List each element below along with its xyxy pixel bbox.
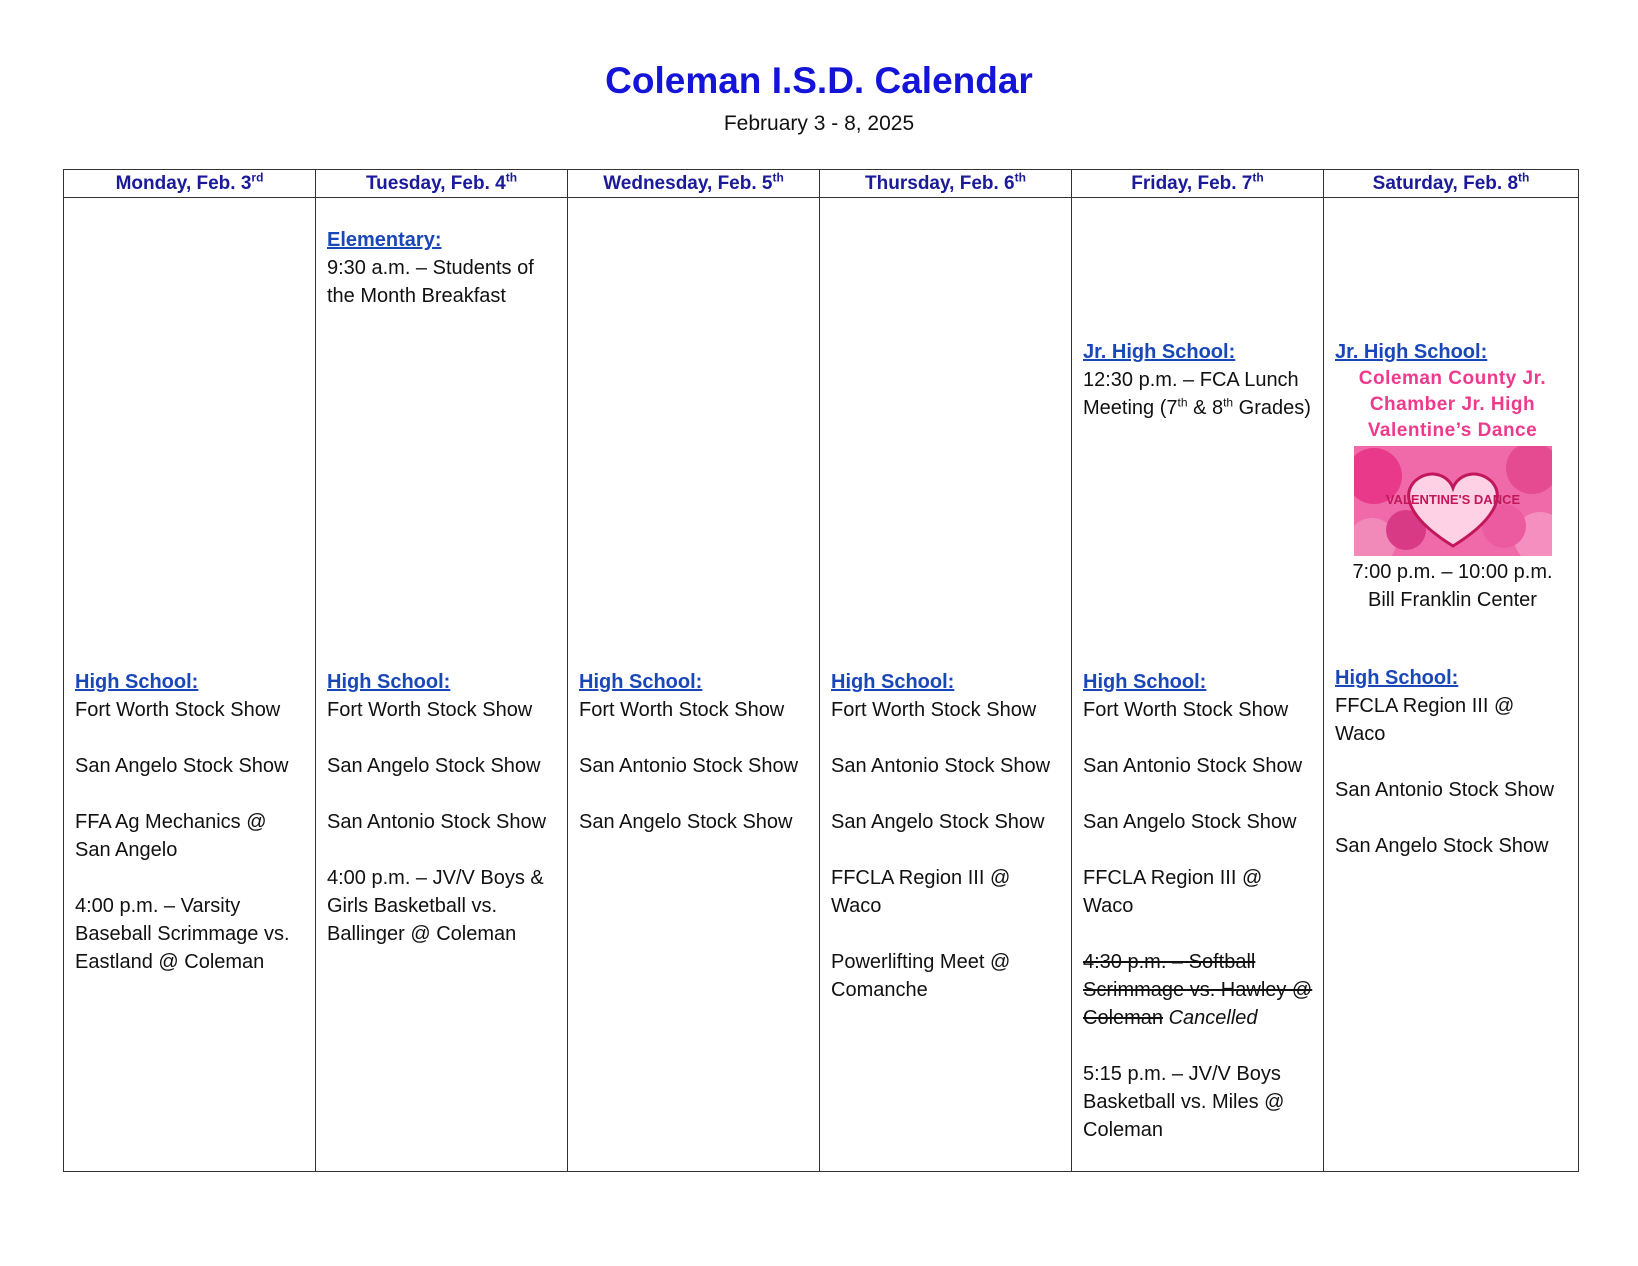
section-header: High School: [831, 671, 955, 693]
event-item: San Angelo Stock Show [831, 811, 1045, 833]
high-school-section [579, 668, 811, 836]
day-header-monday: Monday, Feb. 3rd [64, 170, 316, 198]
event-item: 4:00 p.m. – Varsity Baseball Scrimmage vs. Eastland @ Coleman [75, 895, 290, 973]
event-item: San Antonio Stock Show [1083, 755, 1303, 777]
event-item: Fort Worth Stock Show [579, 699, 785, 721]
high-school-section [1335, 664, 1570, 860]
event-item: San Angelo Stock Show [1335, 835, 1549, 857]
high-school-section [1083, 668, 1315, 1144]
high-school-section [831, 668, 1063, 1004]
day-cell-monday [64, 198, 316, 1172]
event-item: San Angelo Stock Show [1083, 811, 1297, 833]
event-item: FFCLA Region III @ Waco [1083, 867, 1263, 917]
event-item: San Angelo Stock Show [579, 811, 793, 833]
section-header: Elementary: [327, 229, 442, 251]
day-header-tuesday: Tuesday, Feb. 4th [316, 170, 568, 198]
event-item: FFCLA Region III @ Waco [831, 867, 1011, 917]
day-header-thursday: Thursday, Feb. 6th [820, 170, 1072, 198]
jr-high-section [1083, 338, 1315, 422]
event-item: San Angelo Stock Show [327, 755, 541, 777]
balloons-heart-icon [1354, 446, 1552, 556]
dance-title: Coleman County Jr. Chamber Jr. High Valentine’s Dance [1358, 368, 1547, 441]
event-item: 4:00 p.m. – JV/V Boys & Girls Basketball vs. Ballinger @ Coleman [327, 867, 544, 945]
event-item: San Antonio Stock Show [579, 755, 799, 777]
day-cell-tuesday [316, 198, 568, 1172]
day-cell-friday [1072, 198, 1324, 1172]
event-item: Fort Worth Stock Show [75, 699, 281, 721]
section-header: High School: [75, 671, 199, 693]
high-school-section [327, 668, 559, 948]
day-header-row [64, 170, 1579, 198]
section-header: High School: [579, 671, 703, 693]
event-time: 7:00 p.m. – 10:00 p.m. [1352, 561, 1553, 583]
event-item: FFCLA Region III @ Waco [1335, 695, 1515, 745]
section-header: High School: [1335, 667, 1459, 689]
event-item: 9:30 a.m. – Students of the Month Breakfast [327, 257, 534, 307]
event-item: San Antonio Stock Show [327, 811, 547, 833]
day-header-wednesday: Wednesday, Feb. 5th [568, 170, 820, 198]
cancelled-event-item: 4:30 p.m. – Softball Scrimmage vs. Hawley @ Coleman Cancelled [1083, 951, 1313, 1029]
day-cell-thursday [820, 198, 1072, 1172]
section-header: Jr. High School: [1335, 341, 1488, 363]
high-school-section [75, 668, 307, 976]
event-item: Fort Worth Stock Show [327, 699, 533, 721]
section-header: Jr. High School: [1083, 341, 1236, 363]
day-header-friday: Friday, Feb. 7th [1072, 170, 1324, 198]
date-range: February 3 - 8, 2025 [723, 112, 915, 135]
day-cell-saturday [1324, 198, 1579, 1172]
event-item: San Antonio Stock Show [1335, 779, 1555, 801]
valentines-dance-image [1354, 446, 1552, 556]
event-item: 5:15 p.m. – JV/V Boys Basketball vs. Miles @ Coleman [1083, 1063, 1285, 1141]
event-location: Bill Franklin Center [1368, 589, 1537, 611]
event-item: Fort Worth Stock Show [831, 699, 1037, 721]
page-title: Coleman I.S.D. Calendar [605, 60, 1033, 101]
svg-text:VALENTINE'S DANCE: VALENTINE'S DANCE [1385, 492, 1520, 507]
section-header: High School: [1083, 671, 1207, 693]
calendar-table [63, 169, 1579, 1172]
event-item: San Angelo Stock Show [75, 755, 289, 777]
section-header: High School: [327, 671, 451, 693]
event-item: San Antonio Stock Show [831, 755, 1051, 777]
jr-high-section [1335, 338, 1570, 614]
event-item: Powerlifting Meet @ Comanche [831, 951, 1011, 1001]
day-cell-wednesday [568, 198, 820, 1172]
event-item: FFA Ag Mechanics @ San Angelo [75, 811, 267, 861]
event-item: Fort Worth Stock Show [1083, 699, 1289, 721]
elementary-section [327, 226, 559, 310]
day-header-saturday: Saturday, Feb. 8th [1324, 170, 1579, 198]
event-item: 12:30 p.m. – FCA Lunch Meeting (7th & 8th Grades) [1083, 369, 1311, 419]
